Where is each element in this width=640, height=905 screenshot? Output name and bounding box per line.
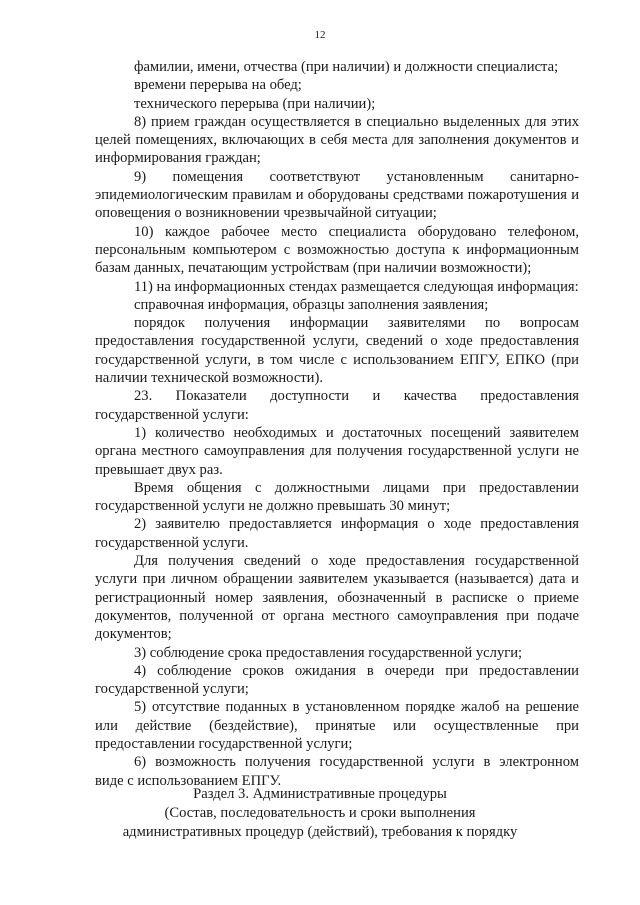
document-body bbox=[95, 58, 579, 790]
paragraph: фамилии, имени, отчества (при наличии) и должности специалиста; bbox=[134, 59, 559, 75]
paragraph: порядок получения информации заявителями по вопросам предоставления государственной услуги, сведений о ходе предоставления государственной услуги, в том числе с использованием ЕПГУ, ЕПКО (при наличии технической возможности). bbox=[95, 315, 579, 387]
paragraph: 5) отсутствие поданных в установленном порядке жалоб на решение или действие (бездействие), принятые или осуществленные при предоставлении государственной услуги; bbox=[95, 699, 579, 752]
paragraph: 2) заявителю предоставляется информация о ходе предоставления государственной услуги. bbox=[95, 516, 579, 551]
section-subheading: административных процедур (действий), требования к порядку bbox=[122, 824, 518, 840]
paragraph: времени перерыва на обед; bbox=[134, 77, 302, 94]
paragraph: технического перерыва (при наличии); bbox=[134, 95, 376, 112]
paragraph: Время общения с должностными лицами при предоставлении государственной услуги не должно превышать 30 минут; bbox=[95, 479, 579, 515]
paragraph: 4) соблюдение сроков ожидания в очереди при предоставлении государственной услуги; bbox=[95, 662, 579, 698]
page-number: 12 bbox=[314, 29, 326, 41]
paragraph: 1) количество необходимых и достаточных посещений заявителем органа местного самоуправления для получения государственной услуги не превышает двух раз. bbox=[95, 424, 579, 478]
paragraph: 3) соблюдение срока предоставления государственной услуги; bbox=[134, 644, 523, 661]
section-heading: Раздел 3. Административные процедуры bbox=[193, 786, 447, 802]
paragraph: 9) помещения соответствуют установленным санитарно-эпидемиологическим правилам и оборудованы средствами пожаротушения и оповещения о возникновении чрезвычайной ситуации; bbox=[95, 168, 579, 222]
paragraph: 10) каждое рабочее место специалиста оборудовано телефоном, персональным компьютером с возможностью доступа к информационным базам данных, печатающим устройствам (при наличии возможности); bbox=[95, 223, 579, 277]
paragraph: Для получения сведений о ходе предоставления государственной услуги при личном обращении заявителем указывается (называется) дата и регистрационный номер заявления, обозначенный в расписке о приеме документов, полученной от органа местного самоуправления при подаче документов; bbox=[95, 553, 579, 643]
paragraph: справочная информация, образцы заполнения заявления; bbox=[134, 296, 489, 313]
paragraph: 23. Показатели доступности и качества предоставления государственной услуги: bbox=[95, 388, 579, 423]
paragraph: 8) прием граждан осуществляется в специально выделенных для этих целей помещениях, включающих в себя места для заполнения документов и информирования граждан; bbox=[95, 113, 579, 167]
section-subheading: (Состав, последовательность и сроки выполнения bbox=[164, 805, 476, 821]
paragraph: 6) возможность получения государственной услуги в электронном виде с использованием ЕПГУ. bbox=[95, 754, 579, 789]
paragraph: 11) на информационных стендах размещается следующая информация: bbox=[134, 278, 579, 295]
